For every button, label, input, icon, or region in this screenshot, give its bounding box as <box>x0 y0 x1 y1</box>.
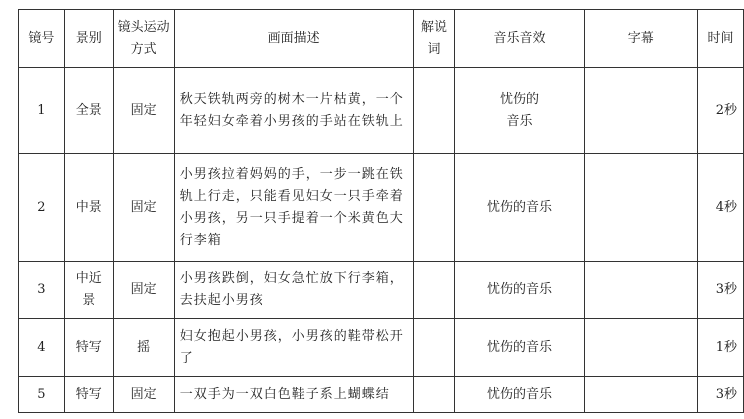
time-cell: 4秒 <box>698 154 744 262</box>
shot-no-cell: 5 <box>19 377 65 413</box>
camera-move-cell: 固定 <box>113 262 174 319</box>
music-cell: 忧伤的音乐 <box>455 154 584 262</box>
shot-no-cell: 1 <box>19 68 65 154</box>
description-cell: 秋天铁轨两旁的树木一片枯黄，一个年轻妇女牵着小男孩的手站在铁轨上 <box>174 68 413 154</box>
subtitle-cell <box>584 319 697 377</box>
header-music: 音乐音效 <box>455 10 584 68</box>
time-cell: 3秒 <box>698 262 744 319</box>
header-subtitle: 字幕 <box>584 10 697 68</box>
description-cell: 小男孩跌倒，妇女急忙放下行李箱，去扶起小男孩 <box>174 262 413 319</box>
music-cell: 忧伤的音乐 <box>455 262 584 319</box>
time-cell: 3秒 <box>698 377 744 413</box>
narration-cell <box>413 68 455 154</box>
table-row <box>19 262 744 319</box>
header-camera-move: 镜头运动方式 <box>113 10 174 68</box>
header-description: 画面描述 <box>174 10 413 68</box>
shot-no-cell: 2 <box>19 154 65 262</box>
music-cell: 忧伤的音乐 <box>455 377 584 413</box>
time-cell: 2秒 <box>698 68 744 154</box>
header-row <box>19 10 744 68</box>
description-cell: 小男孩拉着妈妈的手，一步一跳在铁轨上行走，只能看见妇女一只手牵着小男孩，另一只手提着一个米黄色大行李箱 <box>174 154 413 262</box>
scene-cell: 特写 <box>64 377 113 413</box>
narration-cell <box>413 377 455 413</box>
subtitle-cell <box>584 68 697 154</box>
header-shot-no: 镜号 <box>19 10 65 68</box>
camera-move-cell: 固定 <box>113 377 174 413</box>
subtitle-cell <box>584 377 697 413</box>
camera-move-cell: 摇 <box>113 319 174 377</box>
narration-cell <box>413 154 455 262</box>
header-time: 时间 <box>698 10 744 68</box>
scene-cell: 特写 <box>64 319 113 377</box>
camera-move-cell: 固定 <box>113 154 174 262</box>
header-narration: 解说词 <box>413 10 455 68</box>
shot-no-cell: 3 <box>19 262 65 319</box>
narration-cell <box>413 319 455 377</box>
scene-cell: 中景 <box>64 154 113 262</box>
description-cell: 一双手为一双白色鞋子系上蝴蝶结 <box>174 377 413 413</box>
scene-cell: 中近景 <box>64 262 113 319</box>
table-row <box>19 154 744 262</box>
header-scene: 景别 <box>64 10 113 68</box>
narration-cell <box>413 262 455 319</box>
shot-no-cell: 4 <box>19 319 65 377</box>
time-cell: 1秒 <box>698 319 744 377</box>
subtitle-cell <box>584 154 697 262</box>
scene-cell: 全景 <box>64 68 113 154</box>
storyboard-table <box>18 9 744 413</box>
camera-move-cell: 固定 <box>113 68 174 154</box>
table-row <box>19 377 744 413</box>
description-cell: 妇女抱起小男孩，小男孩的鞋带松开了 <box>174 319 413 377</box>
table-row <box>19 68 744 154</box>
music-cell: 忧伤的音乐 <box>455 68 584 154</box>
table-row <box>19 319 744 377</box>
music-cell: 忧伤的音乐 <box>455 319 584 377</box>
subtitle-cell <box>584 262 697 319</box>
